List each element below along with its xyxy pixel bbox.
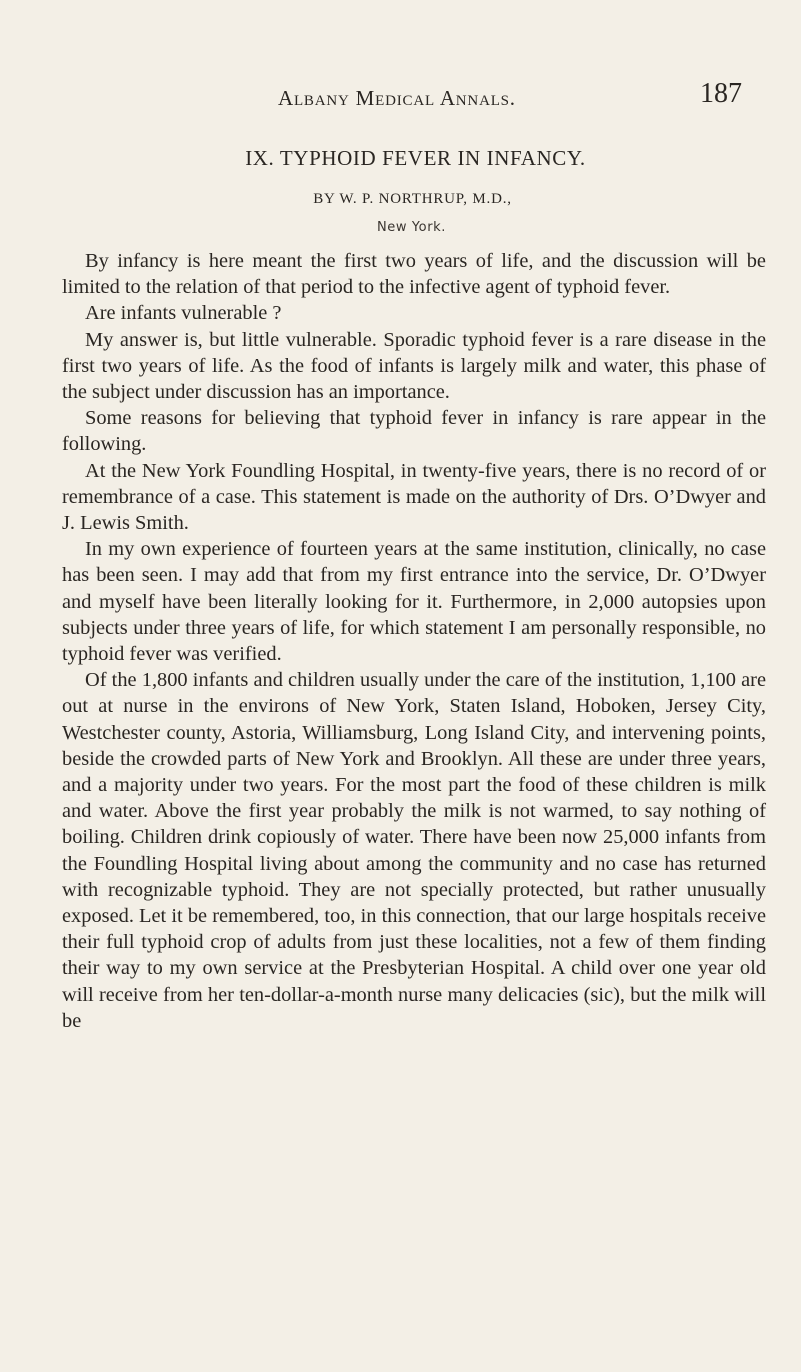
paragraph: In my own experience of fourteen years at the same institution, clinically, no case has been seen. I may add that from my first entrance into the service, Dr. O’Dwyer and myself have been literally looking for it. Furthermore, in 2,000 autopsies upon subjects under three years of life, for which statement I am personally responsible, no typhoid fever was verified. bbox=[62, 538, 766, 666]
paragraph: By infancy is here meant the first two years of life, and the discussion will be limited to the relation of that period to the infective agent of typhoid fever. bbox=[62, 250, 766, 299]
paragraph: At the New York Foundling Hospital, in twenty-five years, there is no record of or remembrance of a case. This statement is made on the authority of Drs. O’Dwyer and J. Lewis Smith. bbox=[62, 459, 766, 535]
page-number: 187 bbox=[700, 78, 742, 109]
paragraph: Some reasons for believing that typhoid fever in infancy is rare appear in the following. bbox=[62, 407, 766, 456]
article-title: IX. TYPHOID FEVER IN INFANCY. bbox=[245, 146, 586, 170]
running-head: Albany Medical Annals. bbox=[278, 86, 516, 110]
article-byline: BY W. P. NORTHRUP, M.D., bbox=[313, 191, 512, 207]
author-location: New York. bbox=[376, 220, 447, 235]
paragraph: Are infants vulnerable ? bbox=[85, 302, 282, 325]
article-body bbox=[62, 248, 766, 1034]
paragraph: Of the 1,800 infants and children usually under the care of the institution, 1,100 are out at nurse in the environs of New York, Staten Island, Hoboken, Jersey City, Westchester county, Astoria, Williamsburg, Long Island City, and intervening points, beside the crowded parts of New York and Brooklyn. All these are under three years, and a majority under two years. For the most part the food of these children is milk and water. Above the first year probably the milk is not warmed, to say nothing of boiling. Children drink copiously of water. There have been now 25,000 infants from the Foundling Hospital living about among the community and no case has returned with recognizable typhoid. They are not specially protected, but rather unusually exposed. Let it be remembered, too, in this connection, that our large hospitals receive their full typhoid crop of adults from just these localities, not a few of them finding their way to my own service at the Presbyterian Hospital. A child over one year old will receive from her ten-dollar-a-month nurse many delicacies (sic), but the milk will be bbox=[62, 669, 766, 1032]
paragraph: My answer is, but little vulnerable. Sporadic typhoid fever is a rare disease in the first two years of life. As the food of infants is largely milk and water, this phase of the subject under discussion has an importance. bbox=[62, 328, 766, 404]
